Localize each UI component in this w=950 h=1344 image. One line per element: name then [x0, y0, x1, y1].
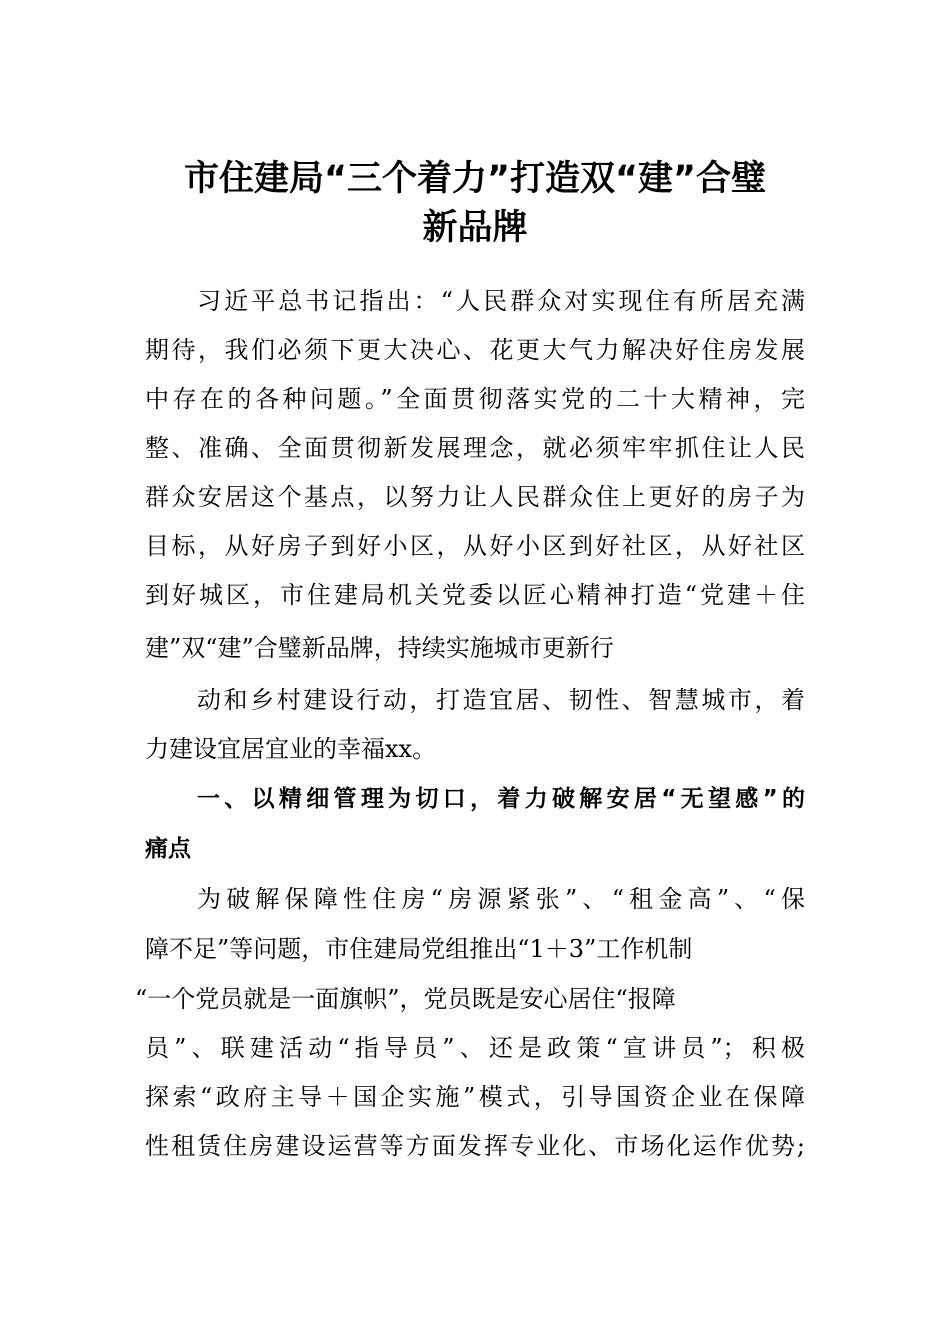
paragraph-1-line: 群众安居这个基点，以努力让人民群众住上更好的房子为 — [145, 483, 805, 511]
paragraph-3-line: 为破解保障性住房“房源紧张”、“租金高”、“保 — [197, 885, 805, 913]
paragraph-1-line: 整、准确、全面贯彻新发展理念，就必须牢牢抓住让人民 — [145, 434, 805, 462]
paragraph-1-line: 建”双“建”合璧新品牌，持续实施城市更新行 — [145, 634, 614, 662]
paragraph-3-line: 性租赁住房建设运营等方面发挥专业化、市场化运作优势; — [145, 1132, 805, 1160]
paragraph-2-line: 力建设宜居宜业的幸福xx。 — [145, 735, 437, 763]
paragraph-3-line: 员”、联建活动“指导员”、还是政策“宣讲员”；积极 — [145, 1034, 805, 1062]
paragraph-3-line: 探索“政府主导＋国企实施”模式，引导国资企业在保障 — [145, 1083, 805, 1111]
section-heading-line: 痛点 — [145, 836, 191, 862]
paragraph-1-line: 习近平总书记指出：“人民群众对实现住有所居充满 — [197, 287, 805, 315]
paragraph-1-line: 中存在的各种问题。”全面贯彻落实党的二十大精神，完 — [145, 385, 805, 413]
paragraph-3-line: 障不足”等问题，市住建局党组推出“1＋3”工作机制 — [145, 935, 693, 963]
paragraph-3-line: “一个党员就是一面旗帜”，党员既是安心居住“报障 — [135, 985, 676, 1013]
document-title-line-1: 市住建局“三个着力”打造双“建”合璧 — [183, 159, 766, 199]
paragraph-2-line: 动和乡村建设行动，打造宜居、韧性、智慧城市，着 — [197, 686, 805, 714]
paragraph-1-line: 目标，从好房子到好小区，从好小区到好社区，从好社区 — [145, 532, 805, 560]
document-title-line-2: 新品牌 — [422, 208, 528, 248]
paragraph-1-line: 期待，我们必须下更大决心、花更大气力解决好住房发展 — [145, 336, 805, 364]
section-heading-line: 一、以精细管理为切口，着力破解安居“无望感”的 — [197, 786, 805, 812]
paragraph-1-line: 到好城区，市住建局机关党委以匠心精神打造“党建＋住 — [145, 581, 805, 609]
